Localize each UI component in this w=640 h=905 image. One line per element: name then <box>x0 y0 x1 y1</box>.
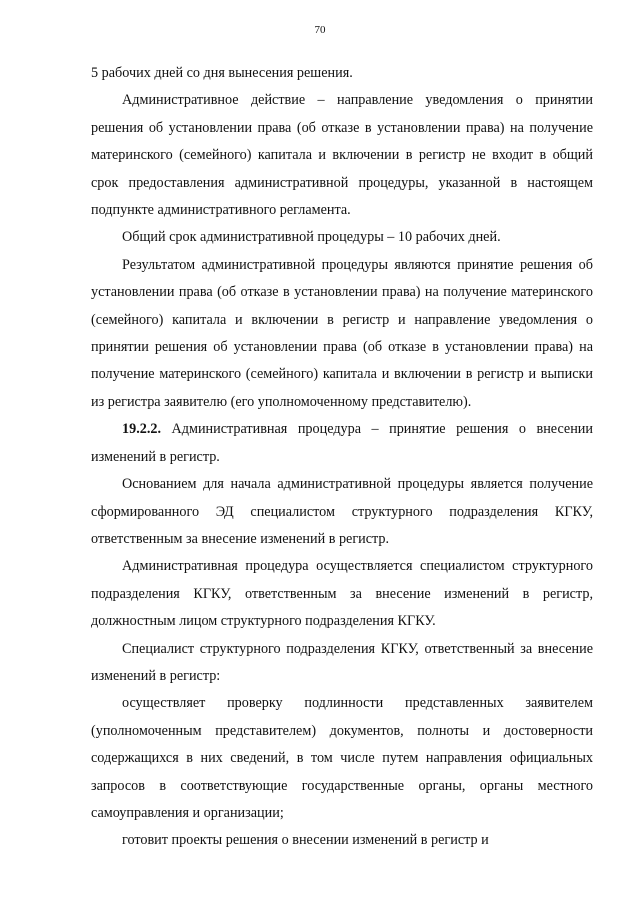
section-heading-text: Административная процедура – принятие решения о внесении изменений в регистр. <box>91 421 593 465</box>
paragraph-7: Административная процедура осуществляется специалистом структурного подразделения КГКУ, ответственным за внесение изменений в регистр, должностным лицом структурного подразделения КГКУ. <box>91 558 593 630</box>
paragraph-2: Административное действие – направление уведомления о принятии решения об установлении права (об отказе в установлении права) на получение материнского (семейного) капитала и включении в регистр не входит в общий срок предоставления административной процедуры, указанной в настоящем подпункте административного регламента. <box>91 92 593 219</box>
paragraph-8: Специалист структурного подразделения КГКУ, ответственный за внесение изменений в регистр: <box>91 640 593 684</box>
section-number: 19.2.2. <box>122 421 162 438</box>
document-body <box>91 60 593 855</box>
paragraph-9: осуществляет проверку подлинности представленных заявителем (уполномоченным представителем) документов, полноты и достоверности содержащихся в них сведений, в том числе путем направления официальных запросов в соответствующие государственные органы, органы местного самоуправления и организации; <box>91 695 593 821</box>
paragraph-4: Результатом административной процедуры являются принятие решения об установлении права (об отказе в установлении права) на получение материнского (семейного) капитала и включении в регистр и направление уведомления о принятии решения об установлении права (об отказе в установлении права) на получение материнского (семейного) капитала и включении в регистр и выписки из регистра заявителю (его уполномоченному представителю). <box>91 256 593 410</box>
page-number: 70 <box>314 24 326 36</box>
paragraph-10: готовит проекты решения о внесении изменений в регистр и <box>122 832 489 849</box>
paragraph-5 <box>91 416 593 471</box>
paragraph-3: Общий срок административной процедуры – 10 рабочих дней. <box>122 229 501 246</box>
paragraph-6: Основанием для начала административной процедуры является получение сформированного ЭД специалистом структурного подразделения КГКУ, ответственным за внесение изменений в регистр. <box>91 476 593 547</box>
paragraph-1: 5 рабочих дней со дня вынесения решения. <box>91 65 353 81</box>
